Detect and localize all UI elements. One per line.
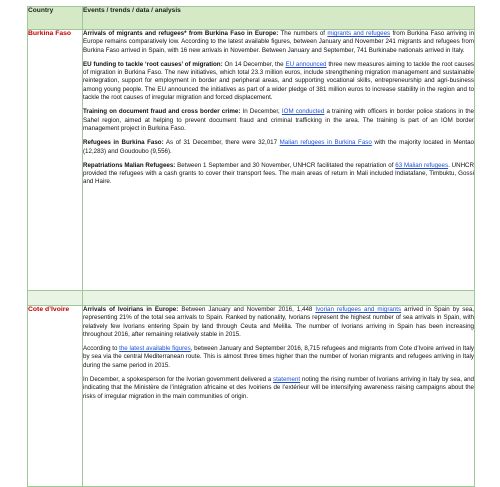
paragraph-heading: EU funding to tackle ‘root causes’ of migration: xyxy=(83,60,223,68)
paragraph-text: a training with officers in border police stations in the Sahel region, aimed at helping to prevent document fraud and criminal trafficking in the area. The training is part of an IOM border management project in Burkina Faso. xyxy=(83,108,474,132)
source-link[interactable]: Ivorian refugees and migrants xyxy=(315,306,402,313)
source-link[interactable]: 63 Malian refugees xyxy=(395,161,449,169)
paragraph-text: with the majority located in Mentao (12,283) and Goudoubo (9,556). xyxy=(83,139,474,155)
event-paragraph xyxy=(83,139,474,156)
source-link[interactable]: statement xyxy=(272,376,301,384)
table-row xyxy=(28,306,475,487)
paragraph-text: from Burkina Faso arriving in Europe remains comparatively low. According to the latest available figures, between January and November 241 migrants and refugees from Burkina Faso arrived in Spain, with 16 new arrivals in November. Between January and September, 741 Burkinabe nationals arrived in Italy. xyxy=(83,30,474,54)
paragraph-text: According to xyxy=(83,345,120,353)
country-cell: Cote d’Ivoire xyxy=(28,306,83,487)
events-table xyxy=(27,6,475,487)
paragraph-text: arrived in Spain by sea, representing 21% of the total sea arrivals to Spain. Ranked by nationality, Ivorians represent the highest number of sea arrivals in Spain, with relatively few Ivorians entering Spain by land through Ceuta and Melilla. The number of Ivorians arriving in Spain has been increasing throughout 2016, after remaining relatively stable in 2015. xyxy=(83,306,475,338)
event-paragraph xyxy=(83,61,474,102)
table-spacer-row xyxy=(28,291,475,306)
source-link[interactable]: the latest available figures xyxy=(119,345,191,353)
paragraph-heading: Repatriations Malian Refugees: xyxy=(83,161,176,169)
source-link[interactable]: migrants and refugees xyxy=(327,30,391,37)
paragraph-text: . UNHCR provided the refugees with a cash grants to cover their transport fees. The main areas of return in Mali included Indiatafane, Timbuktu, Gossi and Haire. xyxy=(83,161,474,186)
source-link[interactable]: Malian refugees in Burkina Faso xyxy=(279,139,372,147)
source-link[interactable]: IOM conducted xyxy=(281,108,325,116)
paragraph-text: On 14 December, the xyxy=(222,60,286,68)
paragraph-text: noting the rising number of Ivorians arriving in Italy by sea, and indicating that the Ministère de l’intégration africaine et des Ivoiriens de l’extérieur will be intensifying awareness raising campaigns about the risks of irregular migration in the main communities of origin. xyxy=(83,376,474,400)
table-row xyxy=(28,30,475,291)
paragraph-heading: Arrivals of Ivoirians in Europe: xyxy=(83,306,179,313)
events-column-header: Events / trends / data / analysis xyxy=(83,7,475,30)
event-paragraph xyxy=(83,108,474,133)
paragraph-text: three new measures aiming to tackle the root causes of migration in Burkina Faso. The new initiatives, which total 23.3 million euros, include strengthening migration management and sustainable reintegration, support for employment in border and peripheral areas, and supporting vocational skills, entrepreneurship and agri-business among young people. The EU announced the initiatives as part of a wider pledge of 381 million euros to increase stability in the region and to tackle the root causes of irregular migration and forced displacement. xyxy=(83,60,474,102)
paragraph-text: As of 31 December, there were 32,017 xyxy=(163,139,280,147)
table-header-row xyxy=(28,7,475,30)
events-cell xyxy=(83,30,475,291)
paragraph-text: In December, a spokesperson for the Ivorian government delivered a xyxy=(83,376,273,384)
country-cell: Burkina Faso xyxy=(28,30,83,291)
event-paragraph xyxy=(83,306,474,339)
paragraph-heading: Refugees in Burkina Faso: xyxy=(83,139,164,147)
paragraph-text: , between January and September 2016, 8,715 refugees and migrants from Cote d’Ivoire arrived in Italy by sea via the central Mediterranean route. This is almost three times higher than the number of Ivorian migrants and refugees arriving in Italy during the same period in 2015. xyxy=(83,345,474,369)
paragraph-text: Between January and November 2016, 1,448 xyxy=(178,306,316,313)
paragraph-text: In December, xyxy=(240,108,282,116)
paragraph-text: The numbers of xyxy=(278,30,328,37)
source-link[interactable]: EU announced xyxy=(285,60,327,68)
event-paragraph xyxy=(83,162,474,187)
paragraph-heading: Arrivals of migrants and refugees* from Burkina Faso in Europe: xyxy=(83,30,279,37)
events-cell xyxy=(83,306,475,487)
paragraph-text: Between 1 September and 30 November, UNHCR facilitated the repatriation of xyxy=(175,161,396,169)
paragraph-heading: Training on document fraud and cross border crime: xyxy=(83,108,241,116)
event-paragraph xyxy=(83,345,474,370)
country-column-header: Country xyxy=(28,7,83,30)
event-paragraph xyxy=(83,30,474,55)
event-paragraph xyxy=(83,376,474,401)
